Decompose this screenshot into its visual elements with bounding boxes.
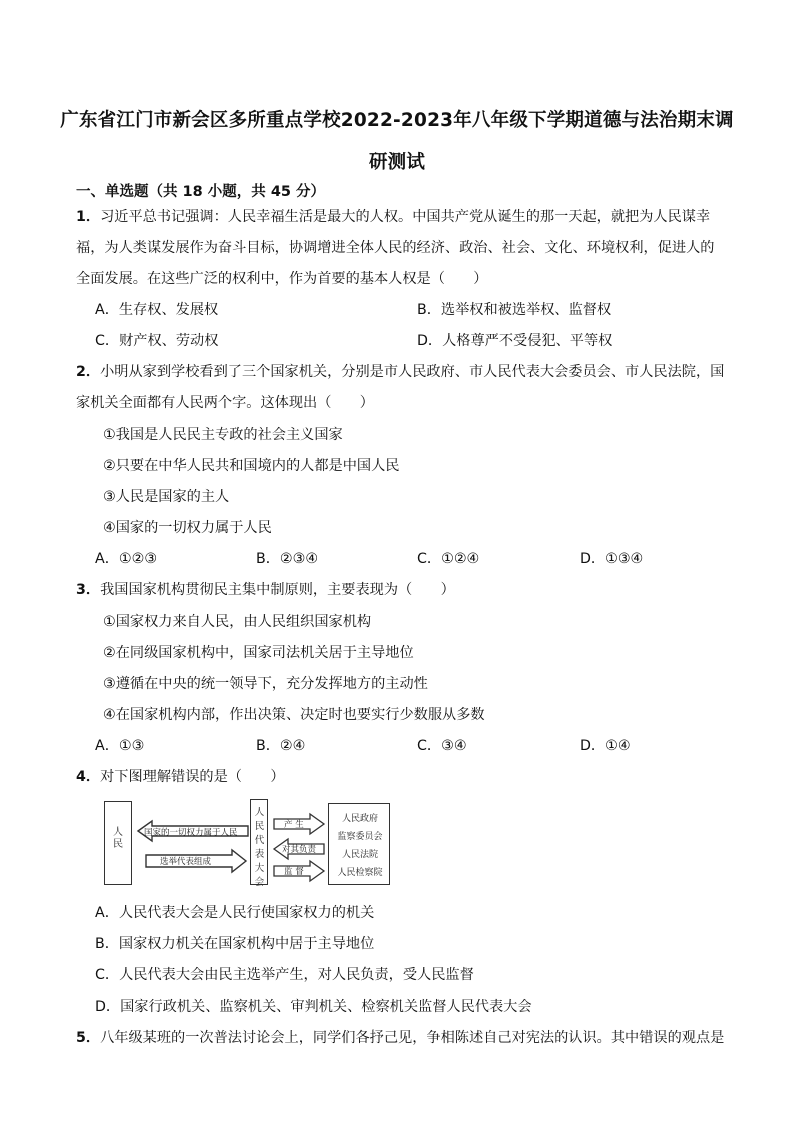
- page-title: 广东省江门市新会区多所重点学校2022-2023年八年级下学期道德与法治期末调: [60, 110, 734, 131]
- question-2-statement-4: ④国家的一切权力属于人民: [103, 520, 272, 536]
- elect-arrow-label: 选举代表组成: [160, 857, 212, 867]
- organ-supervisory: 监察委员会: [337, 832, 383, 842]
- question-3-option-d: D．①④: [580, 738, 631, 754]
- people-npc-arrows: [132, 797, 252, 889]
- organ-court: 人民法院: [341, 850, 378, 860]
- question-3-statement-3: ③遵循在中央的统一领导下，充分发挥地方的主动性: [103, 676, 428, 692]
- question-1-line-2: 福，为人类谋发展作为奋斗目标，协调增进全体人民的经济、政治、社会、文化、环境权利，促进人的: [76, 240, 715, 256]
- people-label: 人 民: [113, 827, 123, 850]
- section-heading: 一、单选题（共 18 小题，共 45 分）: [76, 184, 326, 200]
- question-3-statement-1: ①国家权力来自人民，由人民组织国家机构: [103, 614, 372, 630]
- question-1-option-d: D．人格尊严不受侵犯、平等权: [417, 333, 613, 349]
- page-title-continued: 研测试: [368, 152, 426, 173]
- question-1-line-1: 1．习近平总书记强调：人民幸福生活是最大的人权。中国共产党从诞生的那一天起，就把为人民谋幸: [76, 209, 711, 225]
- question-3-option-c: C．③④: [417, 738, 467, 754]
- question-2-line-1: 2．小明从家到学校看到了三个国家机关，分别是市人民政府、市人民代表大会委员会、市人民法院，国: [76, 364, 725, 380]
- question-2-option-a: A．①②③: [95, 551, 158, 567]
- question-1-option-b: B．选举权和被选举权、监督权: [417, 302, 612, 318]
- question-4-option-b: B．国家权力机关在国家机构中居于主导地位: [95, 936, 375, 952]
- question-2-statement-3: ③人民是国家的主人: [103, 489, 230, 505]
- question-1-option-a: A．生存权、发展权: [95, 302, 219, 318]
- organ-government: 人民政府: [341, 814, 378, 824]
- question-4-line-1: 4．对下图理解错误的是（ ）: [76, 769, 285, 785]
- supervise-label: 监 督: [284, 867, 304, 877]
- question-2-option-c: C．①②④: [417, 551, 480, 567]
- state-power-diagram: [98, 797, 394, 889]
- produce-label: 产 生: [284, 820, 304, 830]
- question-4-option-a: A．人民代表大会是人民行使国家权力的机关: [95, 905, 375, 921]
- question-3-line-1: 3．我国国家机构贯彻民主集中制原则，主要表现为（ ）: [76, 582, 455, 598]
- state-organs-box: [328, 803, 390, 885]
- question-2-option-b: B．②③④: [256, 551, 319, 567]
- question-4-option-d: D．国家行政机关、监察机关、审判机关、检察机关监督人民代表大会: [95, 999, 532, 1015]
- power-arrow-label: 国家的一切权力属于人民: [144, 828, 238, 838]
- question-4-option-c: C．人民代表大会由民主选举产生，对人民负责，受人民监督: [95, 967, 474, 983]
- organ-procuratorate: 人民检察院: [337, 868, 383, 878]
- npc-label: 人 民 代 表 大 会: [254, 807, 265, 888]
- question-5-line-1: 5．八年级某班的一次普法讨论会上，同学们各抒己见，争相陈述自己对宪法的认识。其中错误的观点是: [76, 1030, 725, 1046]
- question-1-option-c: C．财产权、劳动权: [95, 333, 219, 349]
- question-1-line-3: 全面发展。在这些广泛的权利中，作为首要的基本人权是（ ）: [76, 271, 488, 287]
- question-3-option-b: B．②④: [256, 738, 306, 754]
- question-2-line-2: 家机关全面都有人民两个字。这体现出（ ）: [76, 395, 374, 411]
- question-2-statement-1: ①我国是人民民主专政的社会主义国家: [103, 427, 343, 443]
- question-2-statement-2: ②只要在中华人民共和国境内的人都是中国人民: [103, 458, 400, 474]
- responsible-label: 对其负责: [282, 845, 317, 855]
- question-3-option-a: A．①③: [95, 738, 145, 754]
- question-3-statement-2: ②在同级国家机构中，国家司法机关居于主导地位: [103, 645, 414, 661]
- question-3-statement-4: ④在国家机构内部，作出决策、决定时也要实行少数服从多数: [103, 707, 485, 723]
- question-2-option-d: D．①③④: [580, 551, 644, 567]
